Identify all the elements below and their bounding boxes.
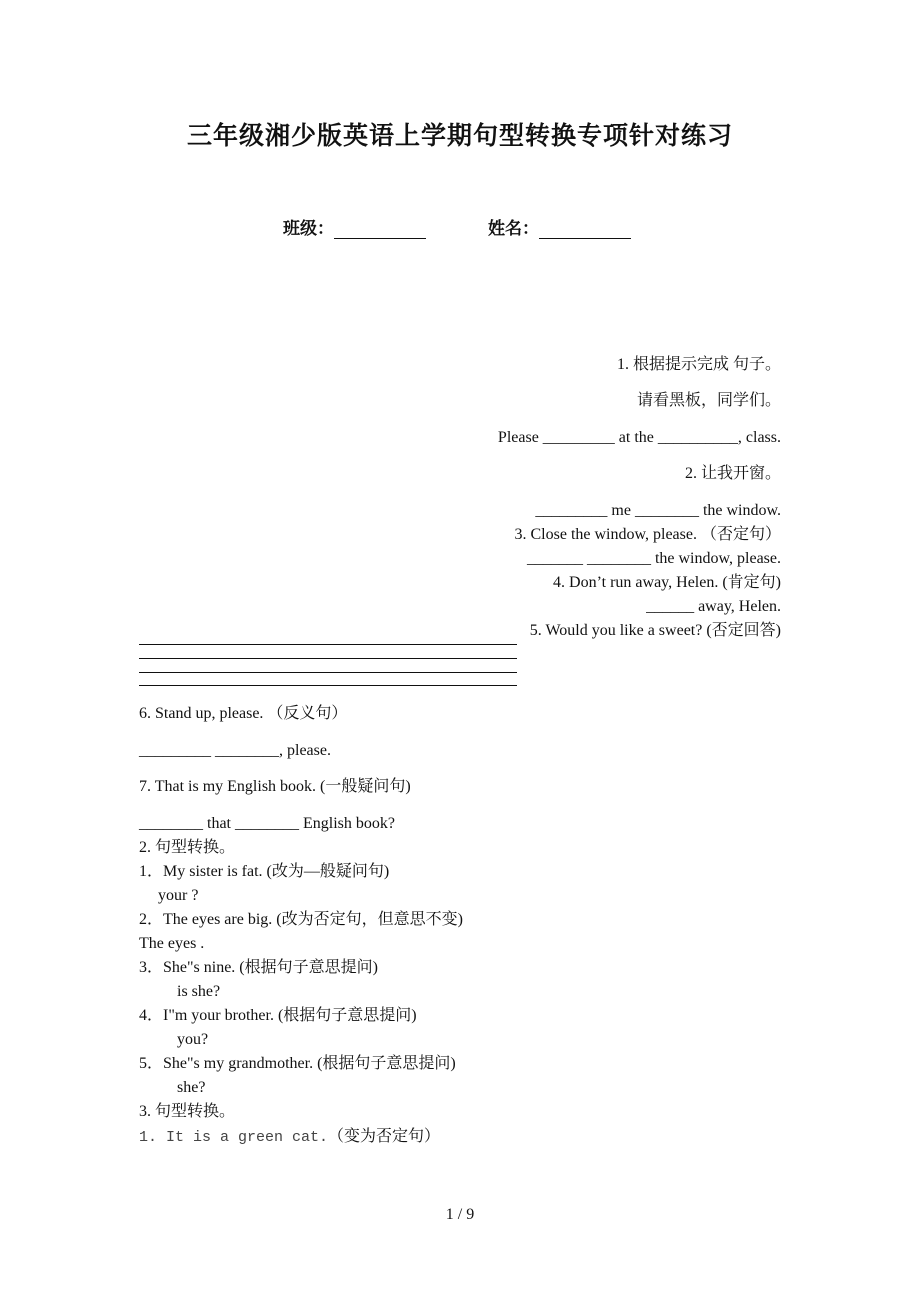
name-field: [488, 214, 631, 239]
s3-q1: [139, 1127, 440, 1148]
s2-q1-answer: your ?: [158, 887, 199, 904]
answer-line: [139, 658, 517, 659]
s2-q4-answer: you?: [177, 1031, 209, 1048]
s2-q2: 2．The eyes are big. (改为否定句，但意思不变): [139, 911, 463, 928]
answer-line: [139, 644, 517, 645]
s2-q2-answer: The eyes .: [139, 935, 205, 952]
s1-q2-english: _________ me ________ the window.: [535, 502, 781, 519]
s1-q1-chinese: 请看黑板，同学们。: [636, 392, 781, 409]
s1-q4-answer: ______ away, Helen.: [646, 598, 781, 615]
name-label: 姓名：: [488, 219, 539, 238]
answer-line: [139, 672, 517, 673]
s1-q7-answer: ________ that ________ English book?: [139, 815, 395, 832]
s1-q6: 6. Stand up, please. （反义句）: [139, 705, 348, 722]
s1-q5: 5. Would you like a sweet? (否定回答): [529, 622, 781, 639]
s2-q5: 5．She"s my grandmother. (根据句子意思提问): [139, 1055, 456, 1072]
name-blank[interactable]: [539, 220, 631, 239]
answer-line: [139, 685, 517, 686]
s2-q4: 4．I"m your brother. (根据句子意思提问): [139, 1007, 417, 1024]
page-number: 1 / 9: [445, 1206, 475, 1223]
s2-q5-answer: she?: [177, 1079, 206, 1096]
s2-q3-answer: is she?: [177, 983, 221, 1000]
s1-q6-answer: _________ ________, please.: [139, 742, 331, 759]
class-label: 班级：: [283, 219, 334, 238]
s1-q2-chinese: 2. 让我开窗。: [684, 465, 781, 482]
s2-q3: 3．She"s nine. (根据句子意思提问): [139, 959, 378, 976]
s1-q4: 4. Don’t run away, Helen. (肯定句): [553, 574, 781, 591]
s3-q1-english: 1. It is a green cat.: [139, 1129, 329, 1146]
s2-q1: 1．My sister is fat. (改为—般疑问句): [139, 863, 390, 880]
s3-q1-chinese: （变为否定句）: [328, 1128, 441, 1145]
page-title: 三年级湘少版英语上学期句型转换专项针对练习: [186, 123, 733, 150]
s1-q7: 7. That is my English book. (一般疑问句): [139, 778, 411, 795]
section3-heading: 3. 句型转换。: [139, 1103, 236, 1120]
class-blank[interactable]: [334, 220, 426, 239]
section1-heading: 1. 根据提示完成 句子。: [616, 356, 781, 373]
s1-q3-answer: _______ ________ the window, please.: [526, 550, 781, 567]
s1-q1-english: Please _________ at the __________, class.: [497, 429, 781, 446]
section2-heading: 2. 句型转换。: [139, 839, 236, 856]
s1-q3: 3. Close the window, please. （否定句）: [514, 526, 781, 543]
class-field: [283, 214, 426, 239]
